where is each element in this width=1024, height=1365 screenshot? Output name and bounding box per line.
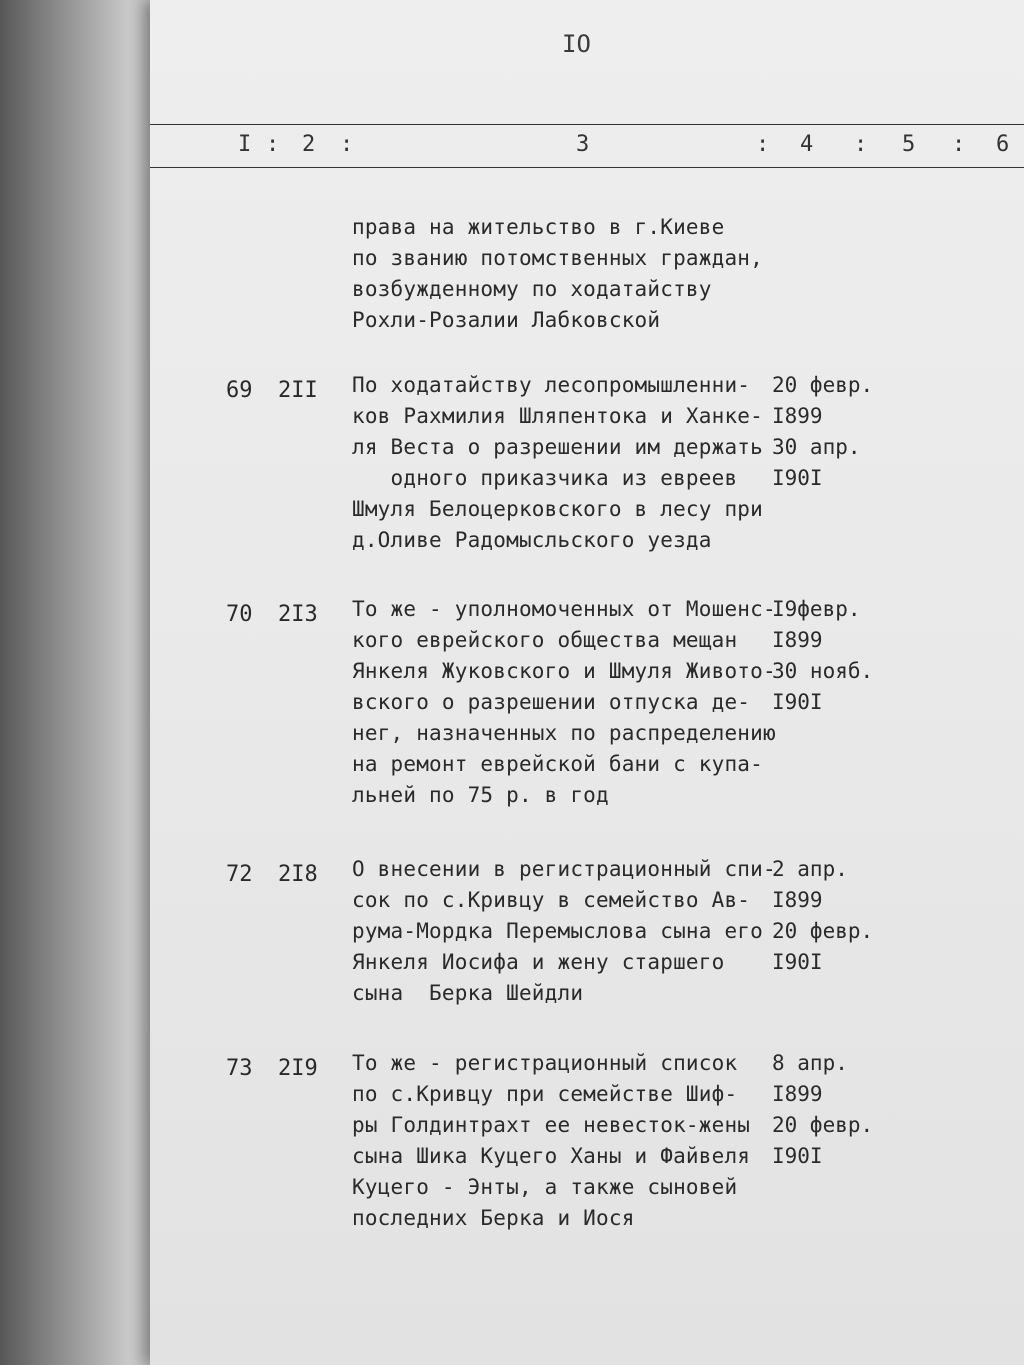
entry-number: 70 <box>226 602 253 627</box>
column-head-4: 4 <box>800 132 814 157</box>
text-line: О внесении в регистрационный спи- <box>352 857 776 881</box>
text-line: по званию потомственных граждан, <box>352 246 763 270</box>
date-line: I90I <box>772 690 823 714</box>
file-number: 2I9 <box>278 1056 318 1081</box>
entry-number: 69 <box>226 378 253 403</box>
date-line: 8 апр. <box>772 1051 848 1075</box>
entry-description <box>352 594 776 811</box>
page-number: IO <box>562 30 591 58</box>
text-line: Янкеля Иосифа и жену старшего <box>352 950 725 974</box>
date-line: I90I <box>772 1144 823 1168</box>
entry-description <box>352 854 776 1009</box>
column-separator: : <box>854 132 868 157</box>
text-line: ков Рахмилия Шляпентока и Ханке- <box>352 404 763 428</box>
date-line: I90I <box>772 950 823 974</box>
entry-dates <box>772 594 873 718</box>
text-line: То же - уполномоченных от Мошенс- <box>352 597 776 621</box>
text-line: д.Оливе Радомысльского уезда <box>352 528 712 552</box>
date-line: 20 февр. <box>772 373 874 397</box>
column-head-5: 5 <box>902 132 916 157</box>
text-line: Янкеля Жуковского и Шмуля Живото- <box>352 659 776 683</box>
date-line: 20 февр. <box>772 919 874 943</box>
text-line: возбужденному по ходатайству <box>352 277 712 301</box>
file-number: 2I3 <box>278 602 318 627</box>
text-line: права на жительство в г.Киеве <box>352 215 725 239</box>
text-line: по с.Кривцу при семействе Шиф- <box>352 1082 738 1106</box>
text-line: одного приказчика из евреев <box>352 466 738 490</box>
column-head-3: 3 <box>576 132 590 157</box>
text-line: сок по с.Кривцу в семейство Ав- <box>352 888 751 912</box>
date-line: I899 <box>772 1082 823 1106</box>
date-line: I899 <box>772 628 823 652</box>
text-line: последних Берка и Иося <box>352 1206 635 1230</box>
column-separator: : <box>756 132 770 157</box>
column-separator: : <box>340 132 354 157</box>
file-number: 2II <box>278 378 318 403</box>
column-head-2: 2 <box>302 132 316 157</box>
book-gutter-shadow <box>0 0 160 1365</box>
text-line: вского о разрешении отпуска де- <box>352 690 751 714</box>
column-separator: : <box>952 132 966 157</box>
text-line: рума-Мордка Перемыслова сына его <box>352 919 763 943</box>
header-rule-bottom <box>150 167 1024 168</box>
date-line: 20 февр. <box>772 1113 874 1137</box>
date-line: 30 нояб. <box>772 659 874 683</box>
text-line: То же - регистрационный список <box>352 1051 738 1075</box>
entry-dates <box>772 1048 873 1172</box>
date-line: I899 <box>772 888 823 912</box>
text-line: кого еврейского общества мещан <box>352 628 738 652</box>
text-line: Шмуля Белоцерковского в лесу при <box>352 497 763 521</box>
date-line: 30 апр. <box>772 435 861 459</box>
text-line: Рохли-Розалии Лабковской <box>352 308 661 332</box>
column-head-1: I <box>238 132 252 157</box>
entry-description <box>352 370 763 556</box>
date-line: I9февр. <box>772 597 861 621</box>
entry-dates <box>772 370 873 494</box>
entry-dates <box>772 854 873 978</box>
column-separator: : <box>266 132 280 157</box>
text-line: ля Веста о разрешении им держать <box>352 435 763 459</box>
entry-description <box>352 1048 750 1234</box>
intro-continuation <box>352 212 763 336</box>
date-line: I899 <box>772 404 823 428</box>
entry-number: 73 <box>226 1056 253 1081</box>
column-head-6: 6 <box>996 132 1010 157</box>
text-line: на ремонт еврейской бани с купа- <box>352 752 763 776</box>
header-rule-top <box>150 124 1024 125</box>
text-line: ры Голдинтрахт ее невесток-жены <box>352 1113 751 1137</box>
file-number: 2I8 <box>278 862 318 887</box>
text-line: По ходатайству лесопромышленни- <box>352 373 751 397</box>
date-line: 2 апр. <box>772 857 848 881</box>
text-line: нег, назначенных по распределению <box>352 721 776 745</box>
text-line: сына Шика Куцего Ханы и Файвеля <box>352 1144 751 1168</box>
entry-number: 72 <box>226 862 253 887</box>
text-line: льней по 75 р. в год <box>352 783 609 807</box>
date-line: I90I <box>772 466 823 490</box>
text-line: сына Берка Шейдли <box>352 981 584 1005</box>
text-line: Куцего - Энты, а также сыновей <box>352 1175 738 1199</box>
